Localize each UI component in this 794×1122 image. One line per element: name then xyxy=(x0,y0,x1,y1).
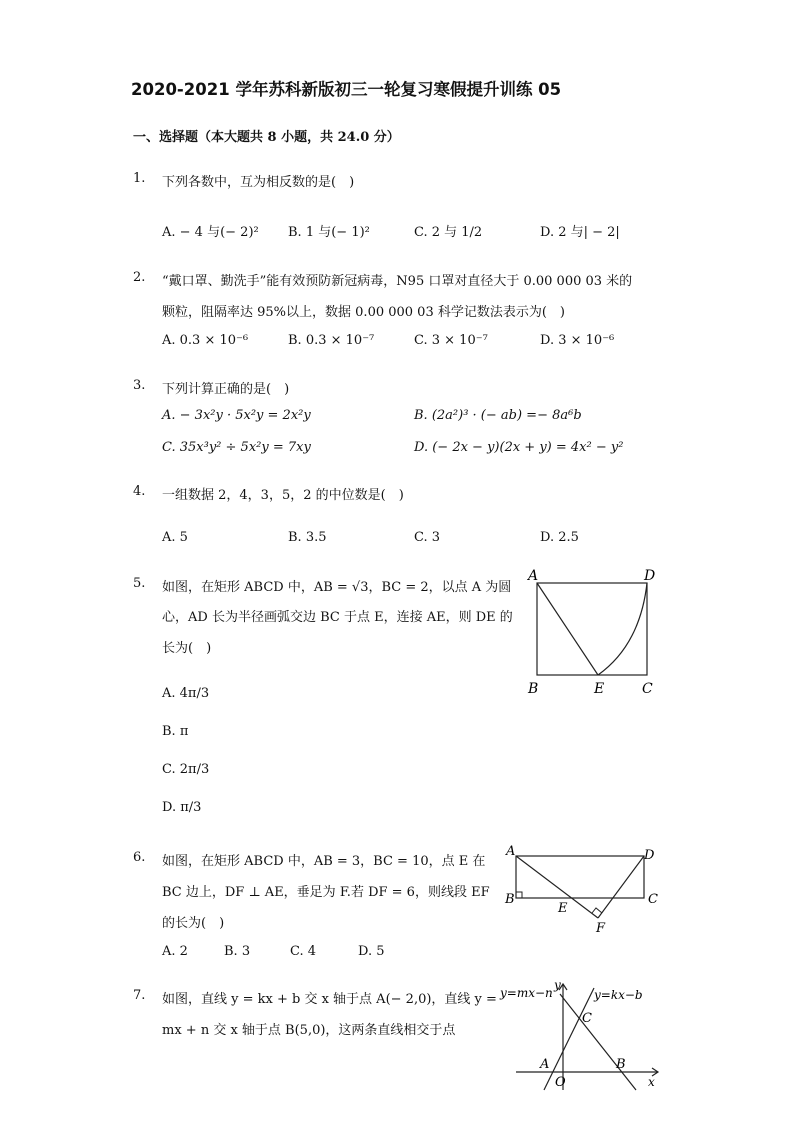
label-x-axis: x xyxy=(648,1075,655,1089)
question-text: 一组数据 2，4，3，5，2 的中位数是( ) xyxy=(162,488,404,503)
option-a: A. 4π/3 xyxy=(162,686,210,701)
option-d: D. (− 2x − y)(2x + y) = 4x² − y² xyxy=(414,440,624,455)
label-c: C xyxy=(648,892,658,907)
option-c: C. 3 xyxy=(414,530,441,545)
question-number: 5. xyxy=(133,576,146,591)
label-c: C xyxy=(582,1011,592,1026)
option-b: B. 3.5 xyxy=(288,530,327,545)
question-text: 心，AD 长为半径画弧交边 BC 于点 E，连接 AE，则 DE 的 xyxy=(162,610,513,625)
question-number: 2. xyxy=(133,270,146,285)
label-a: A xyxy=(506,844,516,859)
label-d: D xyxy=(644,848,655,863)
rectangle-arc-figure xyxy=(520,565,670,700)
option-b: B. 1 与(− 1)² xyxy=(288,225,370,240)
option-d: D. 2.5 xyxy=(540,530,579,545)
option-a: A. − 4 与(− 2)² xyxy=(162,225,259,240)
page-title: 2020-2021 学年苏科新版初三一轮复习寒假提升训练 05 xyxy=(131,80,562,99)
option-b: B. 3 xyxy=(224,944,251,959)
option-a: A. 5 xyxy=(162,530,188,545)
label-o: O xyxy=(555,1075,566,1090)
question-number: 4. xyxy=(133,484,146,499)
option-d: D. 2 与| − 2| xyxy=(540,225,620,240)
label-line-m: y=mx−n xyxy=(500,986,553,1000)
option-d: D. 3 × 10⁻⁶ xyxy=(540,333,615,348)
question-text: “戴口罩、勤洗手”能有效预防新冠病毒，N95 口罩对直径大于 0.00 000 03 米的 xyxy=(162,274,633,289)
question-text: 下列计算正确的是( ) xyxy=(162,382,290,397)
label-c: C xyxy=(642,681,653,697)
question-text: BC 边上，DF ⊥ AE，垂足为 F.若 DF = 6，则线段 EF xyxy=(162,885,490,900)
option-b: B. (2a²)³ · (− ab) =− 8a⁶b xyxy=(414,408,582,423)
label-y-axis: y xyxy=(554,978,561,992)
label-a: A xyxy=(528,568,539,584)
option-c: C. 2π/3 xyxy=(162,762,210,777)
question-text: 如图，在矩形 ABCD 中，AB = 3，BC = 10，点 E 在 xyxy=(162,854,486,869)
question-text: 颗粒，阻隔率达 95%以上，数据 0.00 000 03 科学记数法表示为( ) xyxy=(162,305,566,320)
label-b: B xyxy=(528,681,539,697)
label-d: D xyxy=(644,568,656,584)
question-number: 6. xyxy=(133,850,146,865)
option-d: D. 5 xyxy=(358,944,385,959)
question-text: 长为( ) xyxy=(162,641,212,656)
question-number: 3. xyxy=(133,378,146,393)
option-b: B. 0.3 × 10⁻⁷ xyxy=(288,333,375,348)
question-number: 7. xyxy=(133,988,146,1003)
label-e: E xyxy=(558,901,568,916)
question-text: 如图，直线 y = kx + b 交 x 轴于点 A(− 2,0)，直线 y = xyxy=(162,992,497,1007)
two-lines-graph-figure xyxy=(498,978,668,1093)
label-b: B xyxy=(505,892,515,907)
question-text: 如图，在矩形 ABCD 中，AB = √3，BC = 2，以点 A 为圆 xyxy=(162,580,512,595)
option-c: C. 2 与 1/2 xyxy=(414,225,483,240)
label-e: E xyxy=(594,681,605,697)
option-a: A. − 3x²y · 5x²y = 2x²y xyxy=(162,408,311,423)
question-text: 的长为( ) xyxy=(162,916,225,931)
label-b: B xyxy=(616,1057,626,1072)
option-c: C. 3 × 10⁻⁷ xyxy=(414,333,488,348)
question-text: mx + n 交 x 轴于点 B(5,0)，这两条直线相交于点 xyxy=(162,1023,456,1038)
option-b: B. π xyxy=(162,724,189,739)
label-a: A xyxy=(540,1057,550,1072)
label-line-k: y=kx−b xyxy=(594,988,643,1002)
label-f: F xyxy=(596,921,606,936)
option-d: D. π/3 xyxy=(162,800,202,815)
option-a: A. 2 xyxy=(162,944,188,959)
question-text: 下列各数中，互为相反数的是( ) xyxy=(162,175,355,190)
question-number: 1. xyxy=(133,171,146,186)
rectangle-perpendicular-figure xyxy=(500,842,670,937)
option-c: C. 35x³y² ÷ 5x²y = 7xy xyxy=(162,440,311,455)
option-a: A. 0.3 × 10⁻⁶ xyxy=(162,333,249,348)
option-c: C. 4 xyxy=(290,944,317,959)
section-heading: 一、选择题（本大题共 8 小题，共 24.0 分） xyxy=(133,130,400,145)
